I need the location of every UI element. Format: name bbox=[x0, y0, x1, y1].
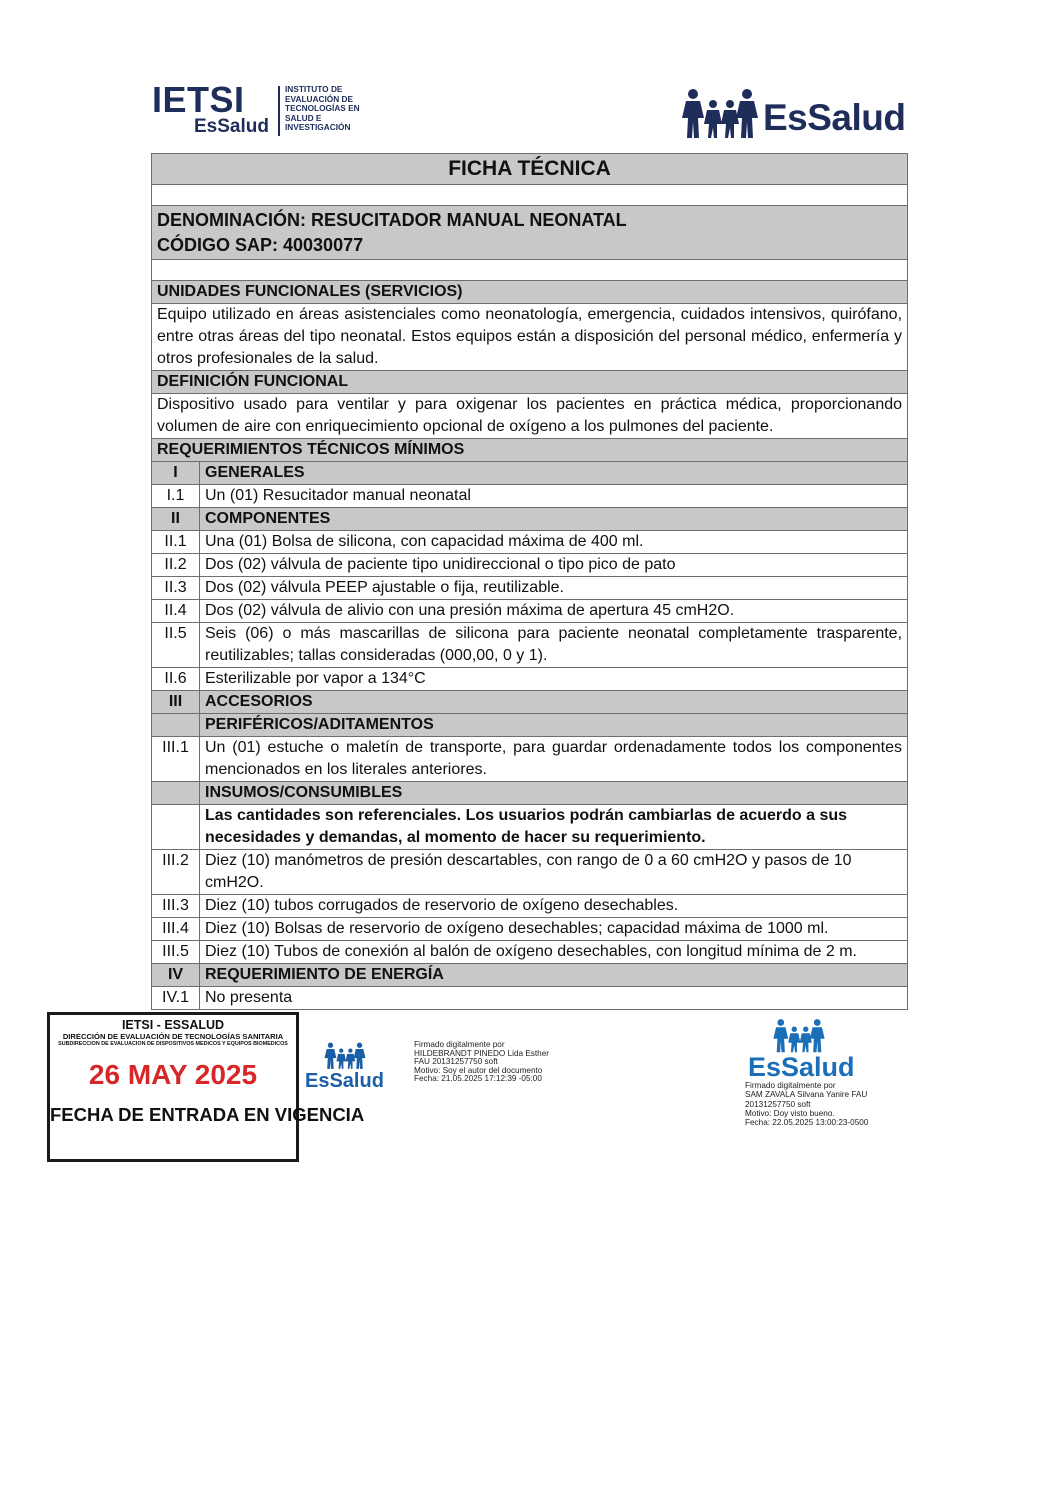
section-header-row bbox=[152, 439, 908, 462]
section-label: COMPONENTES bbox=[200, 508, 908, 531]
stamp-subdirection: SUBDIRECCIÓN DE EVALUACIÓN DE DISPOSITIVOS MÉDICOS Y EQUIPOS BIOMÉDICOS bbox=[58, 1041, 288, 1047]
item-row bbox=[152, 623, 908, 668]
spacer-row bbox=[152, 260, 908, 281]
section-number: I bbox=[152, 462, 200, 485]
subsection-label: INSUMOS/CONSUMIBLES bbox=[200, 782, 908, 805]
quantities-note: Las cantidades son referenciales. Los usuarios podrán cambiarlas de acuerdo a sus necesidades y demandas, al momento de hacer su requerimiento. bbox=[200, 805, 908, 850]
signature2-logo-word: EsSalud bbox=[748, 1052, 855, 1082]
section-number: II bbox=[152, 508, 200, 531]
item-row bbox=[152, 577, 908, 600]
title-row bbox=[152, 154, 908, 185]
ietsi-logo-main: IETSI bbox=[152, 79, 245, 120]
section-label: ACCESORIOS bbox=[200, 691, 908, 714]
requirements-title: REQUERIMIENTOS TÉCNICOS MÍNIMOS bbox=[152, 439, 908, 462]
section-label: REQUERIMIENTO DE ENERGÍA bbox=[200, 964, 908, 987]
item-number: II.1 bbox=[152, 531, 200, 554]
sap-code: CÓDIGO SAP: 40030077 bbox=[157, 235, 364, 255]
item-row bbox=[152, 850, 908, 895]
note-row bbox=[152, 805, 908, 850]
section-row bbox=[152, 508, 908, 531]
item-text: Esterilizable por vapor a 134°C bbox=[200, 668, 908, 691]
technical-sheet-table bbox=[151, 153, 908, 1010]
item-text: Un (01) Resucitador manual neonatal bbox=[200, 485, 908, 508]
item-text: No presenta bbox=[200, 987, 908, 1010]
item-row bbox=[152, 531, 908, 554]
stamp-direction: DIRECCIÓN DE EVALUACIÓN DE TECNOLOGÍAS SANITARIA bbox=[62, 1032, 284, 1041]
family-figures-icon bbox=[323, 1042, 367, 1070]
text-row bbox=[152, 304, 908, 371]
item-row bbox=[152, 600, 908, 623]
signature2-logo bbox=[746, 1018, 856, 1082]
section-number: III bbox=[152, 691, 200, 714]
item-number: II.5 bbox=[152, 623, 200, 668]
item-text: Seis (06) o más mascarillas de silicona para paciente neonatal completamente trasparente, reutilizables; tallas consideradas (000,00, 0 y 1). bbox=[200, 623, 908, 668]
denomination-row bbox=[152, 206, 908, 260]
item-text: Dos (02) válvula PEEP ajustable o fija, reutilizable. bbox=[200, 577, 908, 600]
item-number: II.4 bbox=[152, 600, 200, 623]
family-figures-icon bbox=[772, 1018, 826, 1054]
stamp-date: 26 MAY 2025 bbox=[88, 1059, 258, 1090]
item-number: IV.1 bbox=[152, 987, 200, 1010]
ietsi-logo-text: INSTITUTO DE EVALUACIÓN DE TECNOLOGÍAS EN SALUD E INVESTIGACIÓN bbox=[285, 84, 360, 132]
item-row bbox=[152, 737, 908, 782]
signature2-text: Firmado digitalmente por SAM ZAVALA Silvana Yanire FAU 20131257750 soft Motivo: Doy visto bueno. Fecha: 22.05.2025 13:00:23-0500 bbox=[745, 1081, 869, 1128]
item-number: I.1 bbox=[152, 485, 200, 508]
family-figures-icon bbox=[680, 88, 760, 140]
subsection-row bbox=[152, 714, 908, 737]
item-row bbox=[152, 918, 908, 941]
item-number: III.5 bbox=[152, 941, 200, 964]
signature1-text: Firmado digitalmente por HILDEBRANDT PINEDO Lida Esther FAU 20131257750 soft Motivo: Soy el autor del documento Fecha: 21.05.2025 17:12:39 -05:00 bbox=[414, 1040, 549, 1084]
item-text: Diez (10) tubos corrugados de reservorio de oxígeno desechables. bbox=[200, 895, 908, 918]
functional-definition-title: DEFINICIÓN FUNCIONAL bbox=[152, 371, 908, 394]
functional-units-text: Equipo utilizado en áreas asistenciales como neonatología, emergencia, cuidados intensivos, quirófano, entre otras áreas del tipo neonatal. Estos equipos están a disposición del personal médico, enfermería y otros profesionales de la salud. bbox=[152, 304, 908, 371]
text-row bbox=[152, 394, 908, 439]
signature1-logo-word: EsSalud bbox=[305, 1070, 384, 1092]
section-number: IV bbox=[152, 964, 200, 987]
spacer-row bbox=[152, 185, 908, 206]
item-text: Diez (10) Tubos de conexión al balón de oxígeno desechables, con longitud mínima de 2 m. bbox=[200, 941, 908, 964]
item-text: Una (01) Bolsa de silicona, con capacidad máxima de 400 ml. bbox=[200, 531, 908, 554]
item-text: Dos (02) válvula de paciente tipo unidireccional o tipo pico de pato bbox=[200, 554, 908, 577]
item-row bbox=[152, 554, 908, 577]
functional-definition-text: Dispositivo usado para ventilar y para oxigenar los pacientes en práctica médica, proporcionando volumen de aire con enriquecimiento opcional de oxígeno a los pulmones del paciente. bbox=[152, 394, 908, 439]
item-row bbox=[152, 668, 908, 691]
item-number: II.3 bbox=[152, 577, 200, 600]
denomination: DENOMINACIÓN: RESUCITADOR MANUAL NEONATAL bbox=[157, 210, 627, 230]
item-text: Diez (10) Bolsas de reservorio de oxígeno desechables; capacidad máxima de 1000 ml. bbox=[200, 918, 908, 941]
ietsi-logo-sub: EsSalud bbox=[194, 116, 269, 137]
item-number: III.3 bbox=[152, 895, 200, 918]
stamp-organization: IETSI - ESSALUD bbox=[121, 1018, 225, 1032]
ietsi-logo-divider bbox=[278, 86, 280, 136]
item-number: II.2 bbox=[152, 554, 200, 577]
sheet-title: FICHA TÉCNICA bbox=[152, 154, 908, 185]
item-text: Diez (10) manómetros de presión descartables, con rango de 0 a 60 cmH2O y pasos de 10 cmH2O. bbox=[200, 850, 908, 895]
item-row bbox=[152, 941, 908, 964]
functional-units-title: UNIDADES FUNCIONALES (SERVICIOS) bbox=[152, 281, 908, 304]
validity-stamp bbox=[47, 1012, 365, 1162]
signature1-logo bbox=[305, 1042, 387, 1096]
section-label: GENERALES bbox=[200, 462, 908, 485]
section-header-row bbox=[152, 281, 908, 304]
item-number: II.6 bbox=[152, 668, 200, 691]
item-number: III.4 bbox=[152, 918, 200, 941]
essalud-logo-word: EsSalud bbox=[763, 97, 906, 138]
subsection-row bbox=[152, 782, 908, 805]
item-number: III.1 bbox=[152, 737, 200, 782]
ietsi-logo bbox=[152, 79, 367, 140]
section-header-row bbox=[152, 371, 908, 394]
section-row bbox=[152, 691, 908, 714]
item-row bbox=[152, 485, 908, 508]
item-text: Dos (02) válvula de alivio con una presión máxima de apertura 45 cmH2O. bbox=[200, 600, 908, 623]
essalud-logo bbox=[680, 88, 910, 143]
section-row bbox=[152, 964, 908, 987]
stamp-label: FECHA DE ENTRADA EN VIGENCIA bbox=[50, 1104, 365, 1125]
item-text: Un (01) estuche o maletín de transporte, para guardar ordenadamente todos los componentes mencionados en los literales anteriores. bbox=[200, 737, 908, 782]
item-row bbox=[152, 987, 908, 1010]
subsection-label: PERIFÉRICOS/ADITAMENTOS bbox=[200, 714, 908, 737]
item-number: III.2 bbox=[152, 850, 200, 895]
section-row bbox=[152, 462, 908, 485]
item-row bbox=[152, 895, 908, 918]
